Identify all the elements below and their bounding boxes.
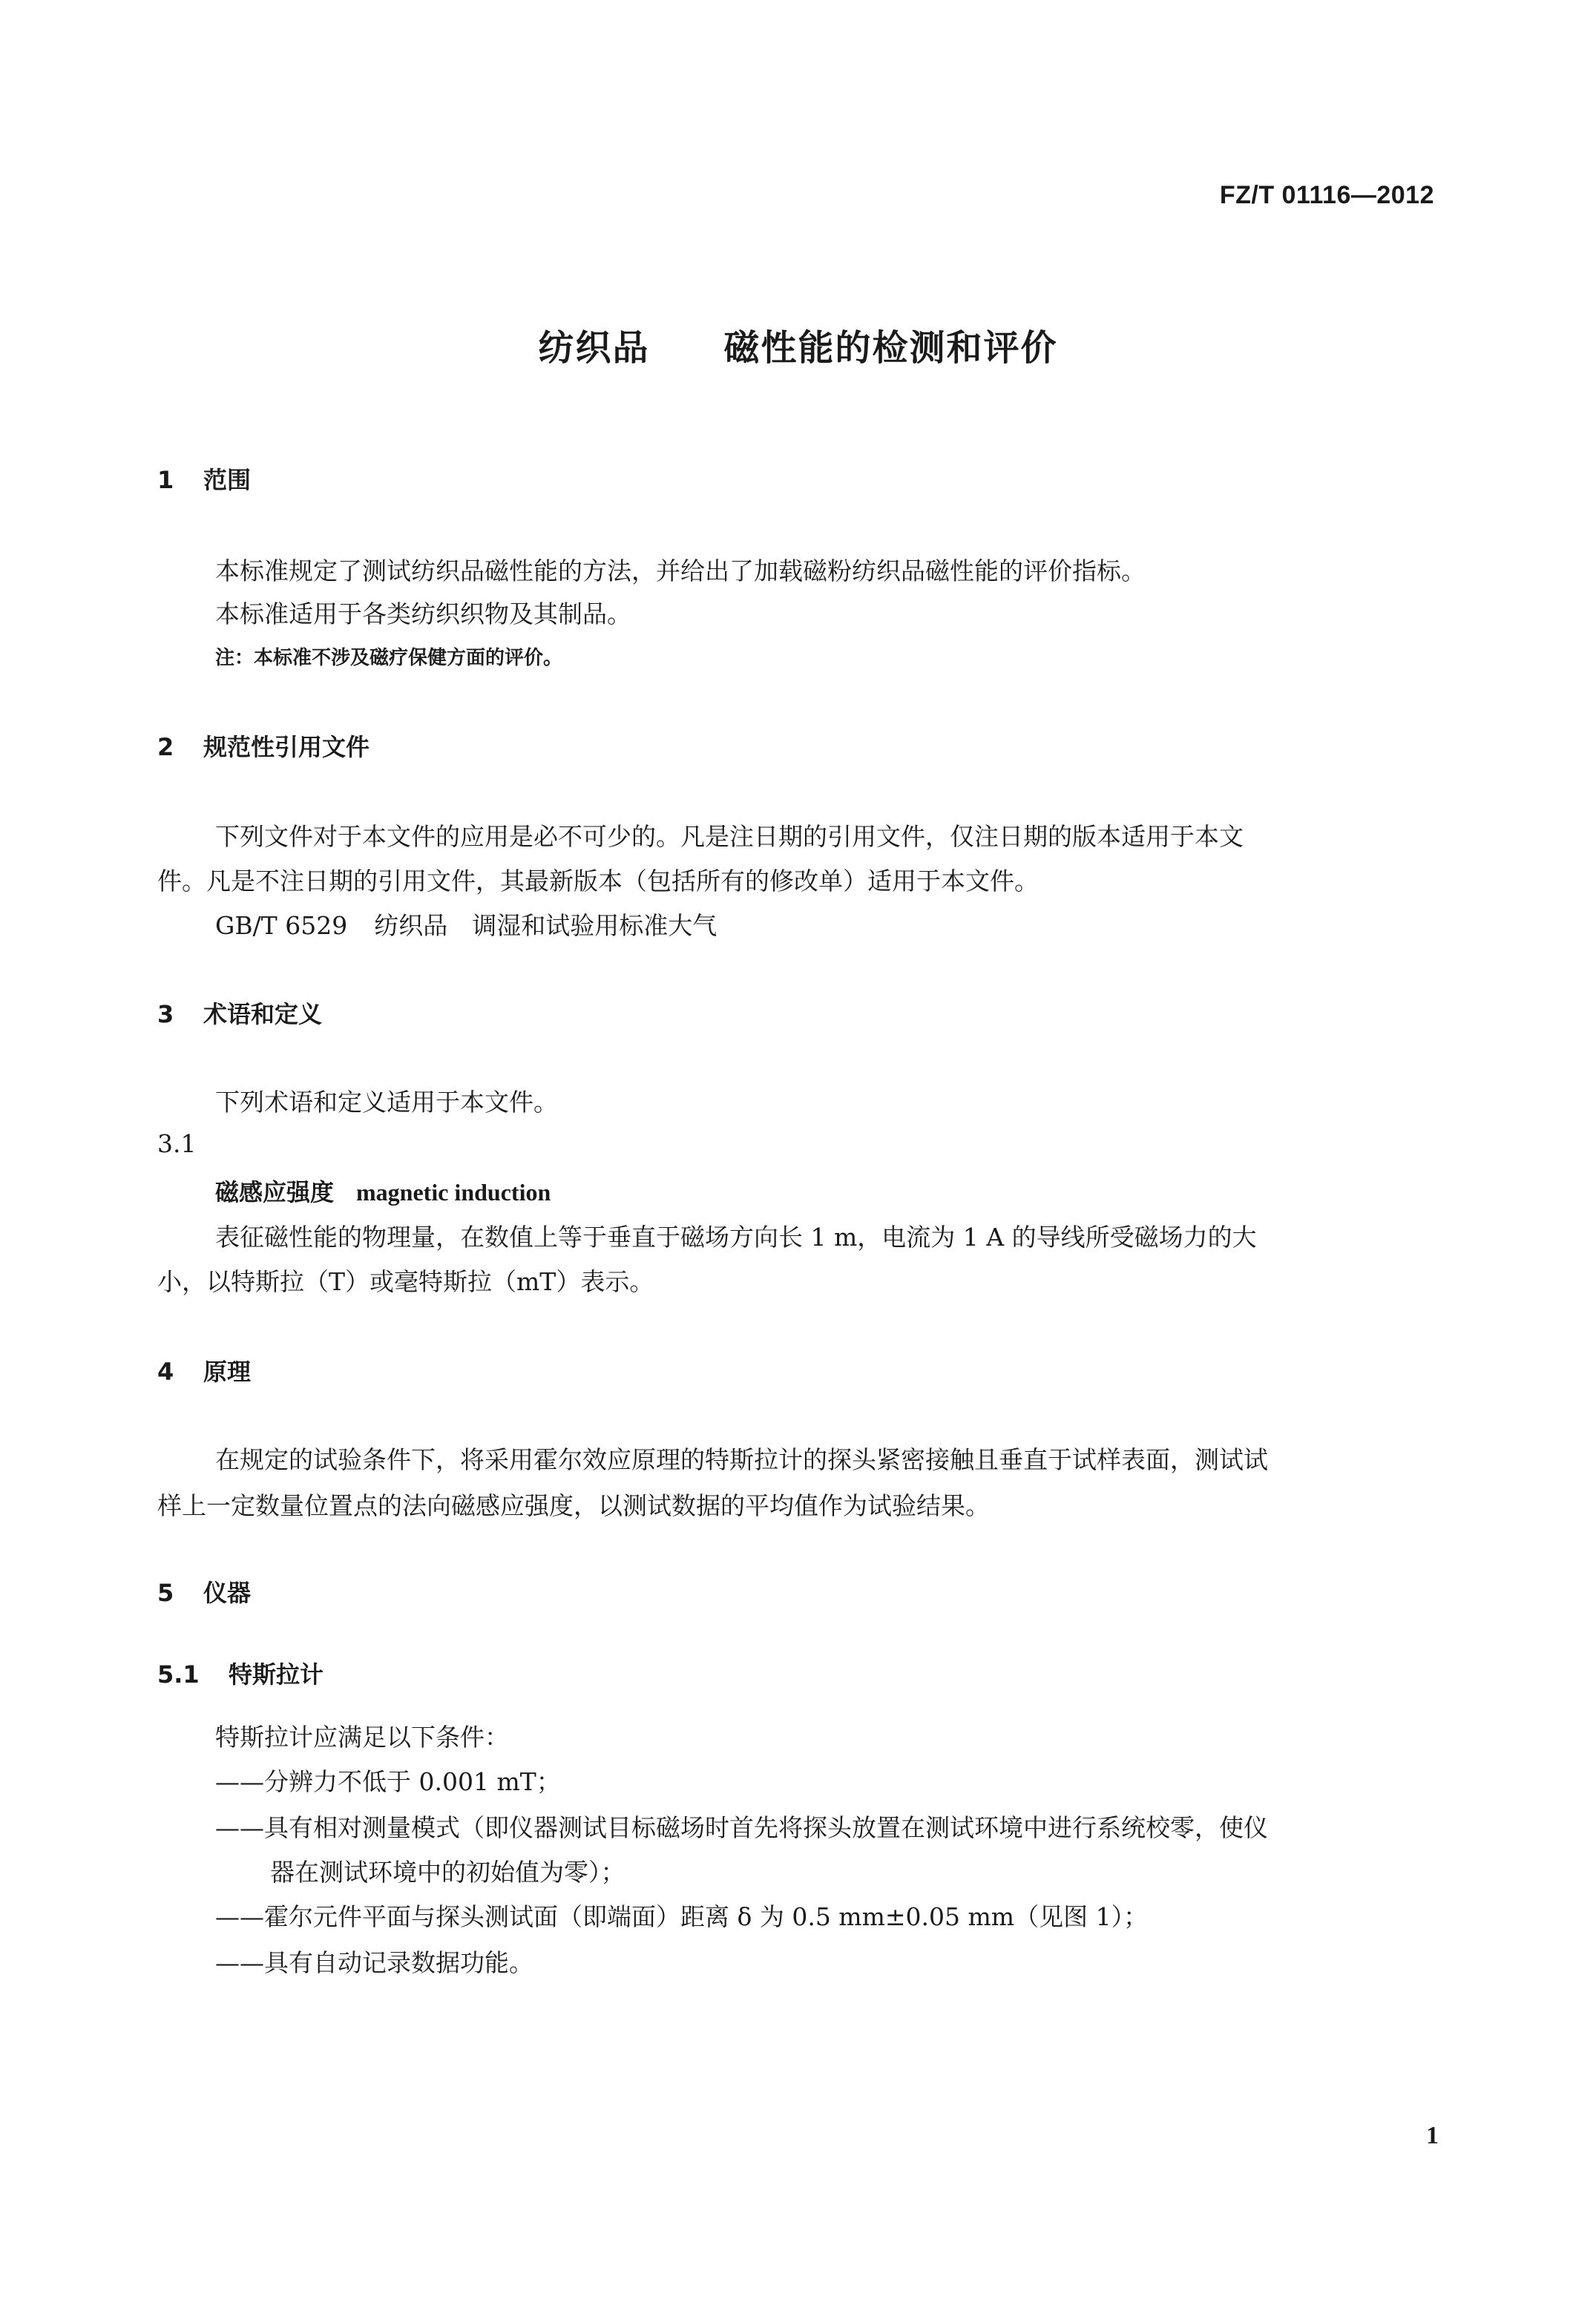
reference-title: 纺织品 调湿和试验用标准大气	[374, 911, 717, 940]
term-definition-line-1: 表征磁性能的物理量，在数值上等于垂直于磁场方向长 1 m，电流为 1 A 的导线所受磁场力的大	[215, 1223, 1257, 1252]
subsection-number: 5.1	[157, 1660, 200, 1689]
term-english: magnetic induction	[356, 1179, 551, 1206]
principle-line-2: 样上一定数量位置点的法向磁感应强度，以测试数据的平均值作为试验结果。	[157, 1491, 990, 1520]
section-number: 1	[157, 466, 174, 494]
scope-paragraph-2: 本标准适用于各类纺织织物及其制品。	[215, 599, 631, 628]
section-title: 术语和定义	[203, 1000, 323, 1028]
subsection-5-1-heading	[157, 1656, 324, 1690]
requirement-item-2-line-2: 器在测试环境中的初始值为零）；	[270, 1858, 625, 1887]
reference-code: GB/T 6529	[215, 911, 348, 940]
section-number: 4	[157, 1358, 174, 1386]
references-paragraph-line-1: 下列文件对于本文件的应用是必不可少的。凡是注日期的引用文件，仅注日期的版本适用于本文	[215, 822, 1244, 851]
section-3-heading	[157, 996, 322, 1030]
requirement-item-1: ——分辨力不低于 0.001 mT；	[215, 1767, 561, 1796]
scope-paragraph-1: 本标准规定了测试纺织品磁性能的方法，并给出了加载磁粉纺织品磁性能的评价指标。	[215, 556, 1146, 585]
requirement-item-2-line-1: ——具有相对测量模式（即仪器测试目标磁场时首先将探头放置在测试环境中进行系统校零，使仪	[215, 1813, 1268, 1842]
section-title: 范围	[203, 466, 252, 494]
scope-note: 注：本标准不涉及磁疗保健方面的评价。	[215, 647, 563, 669]
section-title: 仪器	[203, 1579, 252, 1607]
subsection-title: 特斯拉计	[229, 1660, 324, 1689]
normative-reference	[215, 907, 717, 941]
term-entry	[215, 1174, 551, 1208]
section-number: 5	[157, 1579, 174, 1607]
principle-line-1: 在规定的试验条件下，将采用霍尔效应原理的特斯拉计的探头紧密接触且垂直于试样表面，测试试	[215, 1445, 1268, 1474]
section-number: 3	[157, 1000, 174, 1028]
requirement-item-4: ——具有自动记录数据功能。	[215, 1948, 533, 1977]
section-1-heading	[157, 461, 251, 496]
section-title: 规范性引用文件	[203, 733, 370, 761]
references-paragraph-line-2: 件。凡是不注日期的引用文件，其最新版本（包括所有的修改单）适用于本文件。	[157, 867, 1039, 895]
terms-intro: 下列术语和定义适用于本文件。	[215, 1088, 558, 1117]
term-number: 3.1	[157, 1129, 197, 1158]
section-title: 原理	[203, 1358, 252, 1386]
term-chinese: 磁感应强度	[215, 1178, 335, 1206]
section-2-heading	[157, 729, 370, 763]
requirement-item-3: ——霍尔元件平面与探头测试面（即端面）距离 δ 为 0.5 mm±0.05 mm（见图 1）；	[215, 1902, 1149, 1931]
standard-code: FZ/T 01116—2012	[1219, 181, 1434, 209]
section-number: 2	[157, 733, 174, 761]
page-number: 1	[1426, 2122, 1439, 2149]
section-5-heading	[157, 1574, 251, 1608]
term-definition-line-2: 小，以特斯拉（T）或毫特斯拉（mT）表示。	[157, 1267, 654, 1296]
teslameter-intro: 特斯拉计应满足以下条件：	[215, 1723, 509, 1752]
section-4-heading	[157, 1353, 251, 1387]
document-title: 纺织品 磁性能的检测和评价	[538, 327, 1058, 369]
